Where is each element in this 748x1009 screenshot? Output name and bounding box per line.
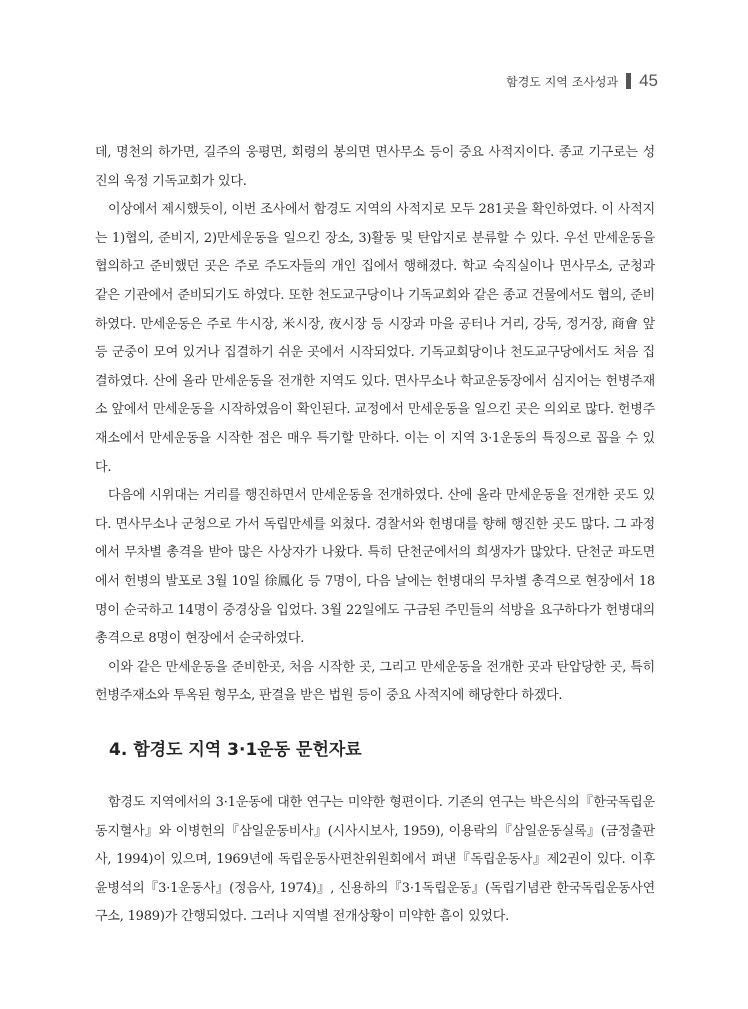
body-text-before-heading: [95, 139, 655, 711]
paragraph: 다음에 시위대는 거리를 행진하면서 만세운동을 전개하였다. 산에 올라 만세운동을 전개한 곳도 있다. 면사무소나 군청으로 가서 독립만세를 외쳤다. 경찰서와 헌병대를 향해 행진한 곳도 많다. 그 과정에서 무차별 총격을 받아 많은 사상자가 나왔다. 특히 단천군에서의 희생자가 많았다. 단천군 파도면에서 헌병의 발포로 3월 10일 徐鳳化 등 7명이, 다음 날에는 헌병대의 무차별 총격으로 현장에서 18명이 순국하고 14명이 중경상을 입었다. 3월 22일에도 구금된 주민들의 석방을 요구하다가 헌병대의 총격으로 8명이 현장에서 순국하였다.: [95, 488, 655, 647]
paragraph: 이상에서 제시했듯이, 이번 조사에서 함경도 지역의 사적지로 모두 281곳을 확인하였다. 이 사적지는 1)협의, 준비지, 2)만세운동을 일으킨 장소, 3)활동 및 탄압지로 분류할 수 있다. 우선 만세운동을 협의하고 준비했던 곳은 주로 주도자들의 개인 집에서 행해졌다. 학교 숙직실이나 면사무소, 군청과 같은 기관에서 준비되기도 하였다. 또한 천도교구당이나 기독교회와 같은 종교 건물에서도 협의, 준비하였다. 만세운동은 주로 牛시장, 米시장, 夜시장 등 시장과 마을 공터나 거리, 강둑, 정거장, 商會 앞 등 군중이 모여 있거나 집결하기 쉬운 곳에서 시작되었다. 기독교회당이나 천도교구당에서도 처음 집결하였다. 산에 올라 만세운동을 전개한 지역도 있다. 면사무소나 학교운동장에서 심지어는 헌병주재소 앞에서 만세운동을 시작하였음이 확인된다. 교정에서 만세운동을 일으킨 곳은 의외로 많다. 헌병주재소에서 만세운동을 시작한 점은 매우 특기할 만하다. 이는 이 지역 3·1운동의 특징으로 꼽을 수 있다.: [95, 202, 655, 475]
running-header: [506, 70, 658, 91]
section-heading: 4. 함경도 지역 3·1운동 문헌자료: [109, 740, 362, 760]
paragraph: 이와 같은 만세운동을 준비한곳, 처음 시작한 곳, 그리고 만세운동을 전개한 곳과 탄압당한 곳, 특히 헌병주재소와 투옥된 형무소, 판결을 받은 법원 등이 중요 사적지에 해당한다 하겠다.: [95, 659, 655, 704]
running-header-title: 함경도 지역 조사성과: [506, 75, 619, 89]
body-text-after-heading: [95, 789, 655, 932]
page-number: 45: [639, 71, 658, 90]
paragraph: 데, 명천의 하가면, 길주의 웅평면, 회령의 봉의면 면사무소 등이 중요 사적지이다. 종교 기구로는 성진의 욱정 기독교회가 있다.: [95, 145, 655, 189]
header-divider-bar: [626, 73, 631, 89]
paragraph: 함경도 지역에서의 3·1운동에 대한 연구는 미약한 형편이다. 기존의 연구는 박은식의『한국독립운동지혈사』와 이병헌의『삼일운동비사』(시사시보사, 1959), 이용락의『삼일운동실록』(금정출판사, 1994)이 있으며, 1969년에 독립운동사편찬위원회에서 펴낸『독립운동사』제2권이 있다. 이후 윤병석의『3·1운동사』(정음사, 1974)』, 신용하의『3·1독립운동』(독립기념관 한국독립운동사연구소, 1989)가 간행되었다. 그러나 지역별 전개상황이 미약한 흠이 있었다.: [95, 795, 655, 925]
